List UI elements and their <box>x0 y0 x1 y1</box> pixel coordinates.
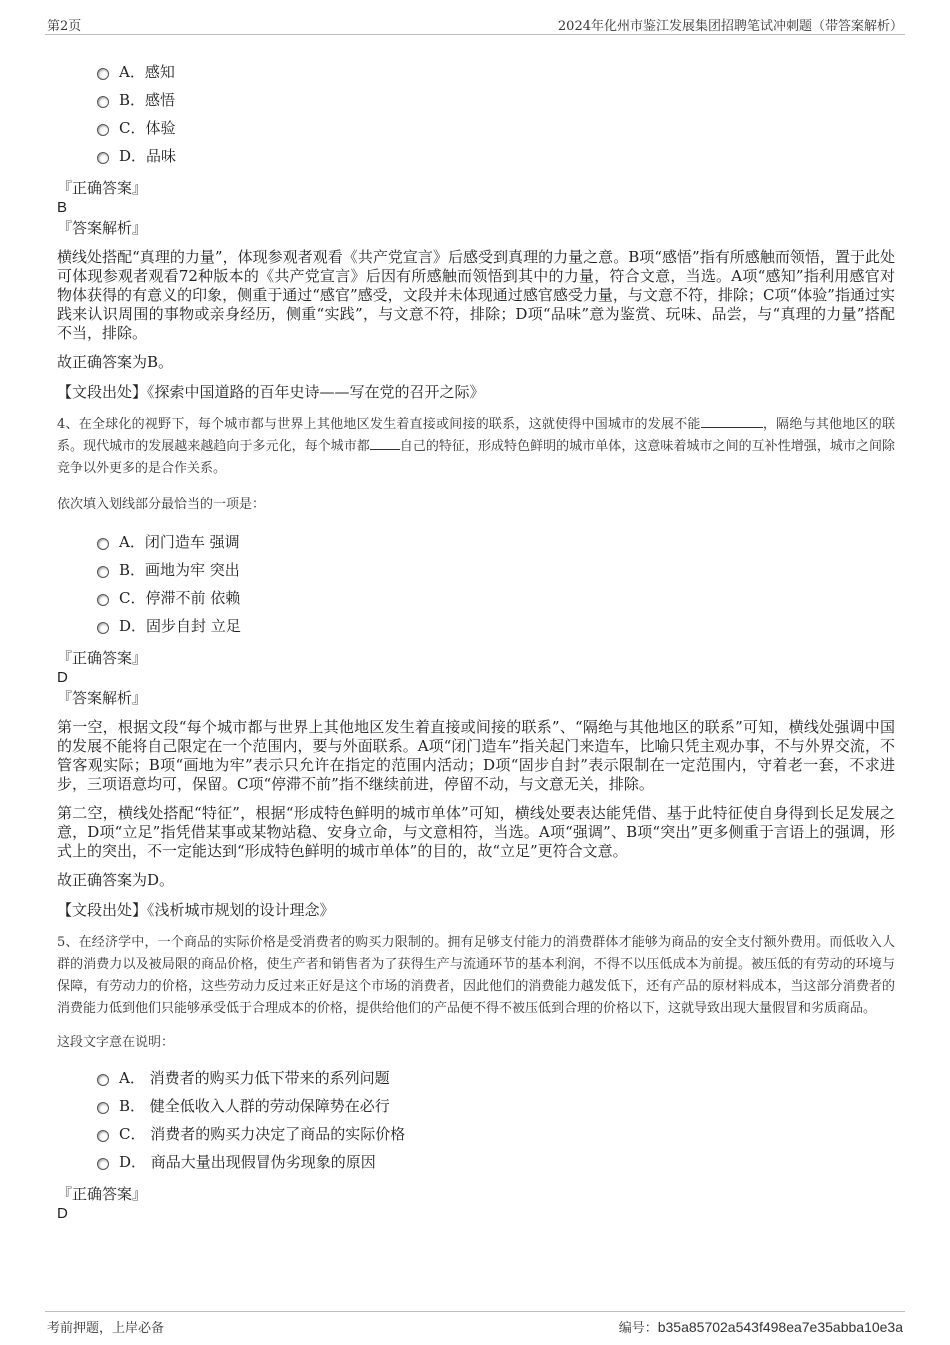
q3-option-d[interactable]: D．品味 <box>97 142 895 170</box>
q5-option-a[interactable]: A． 消费者的购买力低下带来的系列问题 <box>97 1064 895 1092</box>
q5-answer: D <box>57 1205 68 1222</box>
q3-answer: B <box>57 199 68 216</box>
page-header <box>45 12 905 35</box>
q3-answer-label: 『正确答案』 <box>57 179 148 197</box>
q4-answer: D <box>57 669 68 686</box>
radio-icon[interactable] <box>97 1158 109 1170</box>
q4-option-b[interactable]: B．画地为牢 突出 <box>97 556 895 584</box>
radio-icon[interactable] <box>97 538 109 550</box>
q4-answer-label: 『正确答案』 <box>57 649 148 667</box>
radio-icon[interactable] <box>97 124 109 136</box>
q4-analysis-1: 第一空，根据文段“每个城市都与世界上其他地区发生着直接或间接的联系”、“隔绝与其他地区的联系”可知，横线处强调中国的发展不能将自己限定在一个范围内，要与外面联系。A项“闭门造车”指关起门来造车，比喻只凭主观办事，不与外界交流，不管客观实际；B项“画地为牢”表示只允许在指定的范围内活动；D项“固步自封”表示限制在一定范围内，守着老一套，不求进步，三项语意均可，保留。C项“停滞不前”指不继续前进，停留不动，与文意无关，排除。 <box>57 718 895 793</box>
q4-analysis-2: 第二空，横线处搭配“特征”，根据“形成特色鲜明的城市单体”可知，横线处要表达能凭借、基于此特征使自身得到长足发展之意，D项“立足”指凭借某事或某物站稳、安身立命，与文意相符，当选。A项“强调”、B项“突出”更多侧重于言语上的强调，形式上的突出，不一定能达到“形成特色鲜明的城市单体”的目的，故“立足”更符合文意。 <box>57 804 895 860</box>
q5-answer-label: 『正确答案』 <box>57 1185 148 1203</box>
radio-icon[interactable] <box>97 1074 109 1086</box>
q4-options <box>57 528 895 640</box>
q5-stem: 5、在经济学中，一个商品的实际价格是受消费者的购买力限制的。拥有足够支付能力的消费群体才能够为商品的安全支付额外费用。而低收入人群的消费力以及被局限的商品价格，使生产者和销售者为了获得生产与流通环节的基本利润，不得不以压低成本为前提。被压低的有劳动的环境与保障，有劳动力的价格，这些劳动力反过来正好是这个市场的消费者，因此他们的消费能力越发低下，还有产品的原材料成本，当这部分消费者的消费能力低到他们只能够承受低于合理成本的价格，提供给他们的产品便不得不被压低到合理的价格以下，这就导致出现大量假冒和劣质商品。 <box>57 935 895 1016</box>
blank-2 <box>370 437 400 450</box>
document-code: 编号：b35a85702a543f498ea7e35abba10e3a <box>618 1319 903 1336</box>
q3-conclusion: 故正确答案为B。 <box>57 353 174 371</box>
radio-icon[interactable] <box>97 622 109 634</box>
q5-option-c[interactable]: C． 消费者的购买力决定了商品的实际价格 <box>97 1120 895 1148</box>
q5-option-d[interactable]: D． 商品大量出现假冒伪劣现象的原因 <box>97 1148 895 1176</box>
q3-analysis-label: 『答案解析』 <box>57 219 148 237</box>
radio-icon[interactable] <box>97 566 109 578</box>
q4-option-a[interactable]: A．闭门造车 强调 <box>97 528 895 556</box>
q5-options <box>57 1064 895 1176</box>
radio-icon[interactable] <box>97 1102 109 1114</box>
document-title: 2024年化州市鉴江发展集团招聘笔试冲刺题（带答案解析） <box>557 19 903 34</box>
q3-option-c[interactable]: C．体验 <box>97 114 895 142</box>
page-content <box>57 58 895 1224</box>
blank-1 <box>701 415 763 428</box>
radio-icon[interactable] <box>97 594 109 606</box>
radio-icon[interactable] <box>97 1130 109 1142</box>
q3-source: 【文段出处】《探索中国道路的百年史诗——写在党的召开之际》 <box>57 383 485 401</box>
q5-prompt: 这段文字意在说明： <box>57 1035 175 1050</box>
radio-icon[interactable] <box>97 96 109 108</box>
q4-source: 【文段出处】《浅析城市规划的设计理念》 <box>57 901 335 919</box>
q3-option-b[interactable]: B．感悟 <box>97 86 895 114</box>
q5-option-b[interactable]: B． 健全低收入人群的劳动保障势在必行 <box>97 1092 895 1120</box>
q4-option-d[interactable]: D．固步自封 立足 <box>97 612 895 640</box>
q4-analysis-label: 『答案解析』 <box>57 689 148 707</box>
radio-icon[interactable] <box>97 68 109 80</box>
q4-prompt: 依次填入划线部分最恰当的一项是： <box>57 497 266 512</box>
page-number: 第2页 <box>47 19 82 34</box>
q3-options <box>57 58 895 170</box>
radio-icon[interactable] <box>97 152 109 164</box>
q4-option-c[interactable]: C．停滞不前 依赖 <box>97 584 895 612</box>
page-footer <box>45 1311 905 1336</box>
q4-conclusion: 故正确答案为D。 <box>57 871 175 889</box>
footer-slogan: 考前押题，上岸必备 <box>47 1321 165 1336</box>
q3-analysis: 横线处搭配“真理的力量”，体现参观者观看《共产党宣言》后感受到真理的力量之意。B项“感悟”指有所感触而领悟，置于此处可体现参观者观看72种版本的《共产党宣言》后因有所感触而领悟到其中的力量，符合文意，当选。A项“感知”指利用感官对物体获得的有意义的印象，侧重于通过“感官”感受，文段并未体现通过感官感受力量，与文意不符，排除；C项“体验”指通过实践来认识周围的事物或亲身经历，侧重“实践”，与文意不符，排除；D项“品味”意为鉴赏、玩味、品尝，与“真理的力量”搭配不当，排除。 <box>57 248 895 342</box>
q4-stem: 4、在全球化的视野下，每个城市都与世界上其他地区发生着直接或间接的联系，这就使得中国城市的发展不能 ，隔绝与其他地区的联系。现代城市的发展越来越趋向于多元化，每个城市都 自己的特征，形成特色鲜明的城市单体，这意味着城市之间的互补性增强，城市之间除竞争以外更多的是合作关系。 <box>57 417 895 476</box>
q3-option-a[interactable]: A．感知 <box>97 58 895 86</box>
